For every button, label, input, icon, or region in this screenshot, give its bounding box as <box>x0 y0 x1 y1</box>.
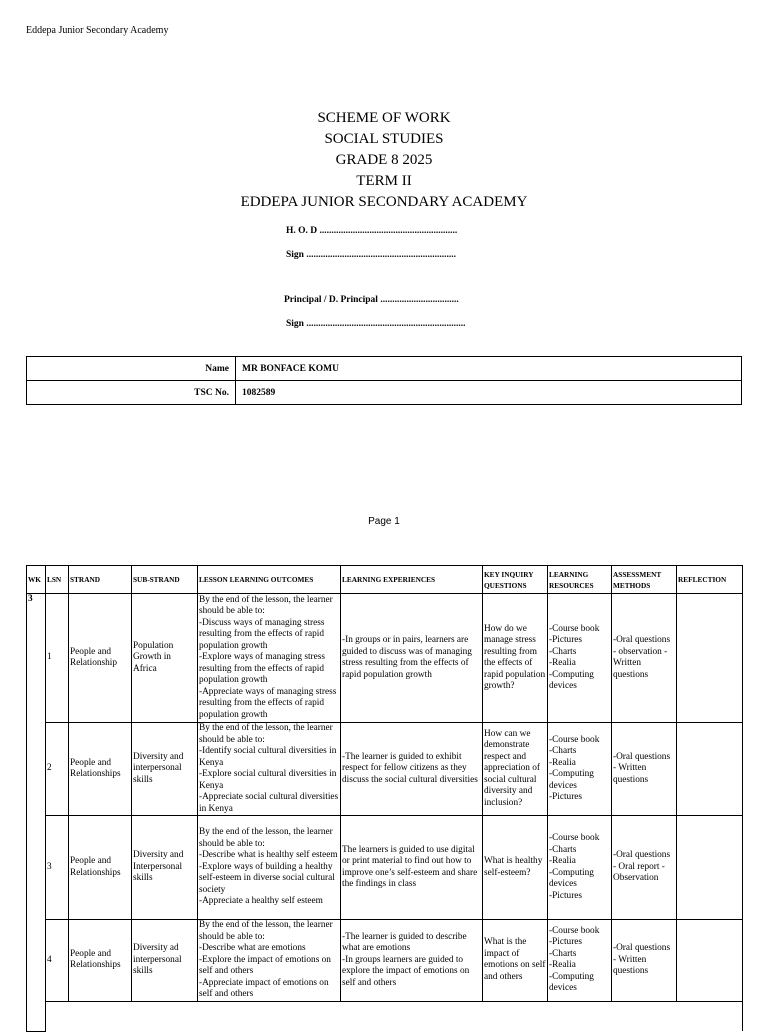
lesson-number: 3 <box>46 816 69 920</box>
week-cell: 3 <box>27 594 46 1032</box>
header-substrand: SUB-STRAND <box>132 566 198 594</box>
scheme-table <box>26 565 743 1032</box>
experiences-cell: -In groups or in pairs, learners are guided to discuss was of managing stress resulting from the effects of rapid population growth <box>341 594 483 723</box>
reflection-cell <box>677 594 743 723</box>
substrand-cell: Diversity ad interpersonal skills <box>132 920 198 1002</box>
lesson-number: 1 <box>46 594 69 723</box>
assessment-cell: -Oral questions - observation - Written questions <box>612 594 677 723</box>
reflection-cell <box>677 816 743 920</box>
tsc-label: TSC No. <box>27 381 236 405</box>
continuation-row <box>46 1001 743 1031</box>
name-label: Name <box>27 357 236 381</box>
lesson-number: 2 <box>46 723 69 816</box>
questions-cell: How do we manage stress resulting from the effects of rapid population growth? <box>483 594 548 723</box>
principal-sign-line: Sign ................................................................... <box>286 319 466 329</box>
substrand-cell: Population Growth in Africa <box>132 594 198 723</box>
header-strand: STRAND <box>69 566 132 594</box>
lesson-number: 4 <box>46 920 69 1002</box>
table-row <box>27 1001 743 1031</box>
questions-cell: How can we demonstrate respect and appreciation of social cultural diversity and inclusion? <box>483 723 548 816</box>
scheme-header-row <box>27 566 743 594</box>
strand-cell: People and Relationship <box>69 594 132 723</box>
resources-cell: -Course book -Pictures -Charts -Realia -Computing devices <box>548 594 612 723</box>
title-term: TERM II <box>356 173 412 189</box>
header-assessment: ASSESSMENT METHODS <box>612 566 677 594</box>
assessment-cell: -Oral questions - Written questions <box>612 723 677 816</box>
experiences-cell: -The learner is guided to describe what are emotions -In groups learners are guided to explore the impact of emotions on self and others <box>341 920 483 1002</box>
assessment-cell: -Oral questions - Oral report - Observation <box>612 816 677 920</box>
title-school: EDDEPA JUNIOR SECONDARY ACADEMY <box>240 194 528 210</box>
assessment-cell: -Oral questions - Written questions <box>612 920 677 1002</box>
name-row <box>27 357 742 381</box>
strand-cell: People and Relationships <box>69 723 132 816</box>
experiences-cell: -The learner is guided to exhibit respect for fellow citizens as they discuss the social cultural diversities <box>341 723 483 816</box>
header-questions: KEY INQUIRY QUESTIONS <box>483 566 548 594</box>
title-subject: SOCIAL STUDIES <box>324 131 444 147</box>
table-row <box>27 594 743 723</box>
table-row <box>27 723 743 816</box>
principal-signature-line: Principal / D. Principal ................................. <box>284 295 459 305</box>
header-reflection: REFLECTION <box>677 566 743 594</box>
strand-cell: People and Relationships <box>69 816 132 920</box>
page-number: Page 1 <box>368 516 400 527</box>
reflection-cell <box>677 723 743 816</box>
questions-cell: What is healthy self-esteem? <box>483 816 548 920</box>
experiences-cell: The learners is guided to use digital or print material to find out how to improve one’s self-esteem and share the findings in class <box>341 816 483 920</box>
strand-cell: People and Relationships <box>69 920 132 1002</box>
outcomes-cell: By the end of the lesson, the learner should be able to: -Describe what is healthy self esteem -Explore ways of building a healthy self-esteem in diverse social cultural society -Appreciate a healthy self esteem <box>198 816 341 920</box>
header-experiences: LEARNING EXPERIENCES <box>341 566 483 594</box>
title-scheme: SCHEME OF WORK <box>317 110 451 126</box>
table-row <box>27 920 743 1002</box>
header-resources: LEARNING RESOURCES <box>548 566 612 594</box>
resources-cell: -Course book -Charts -Realia -Computing devices -Pictures <box>548 816 612 920</box>
resources-cell: -Course book -Charts -Realia -Computing devices -Pictures <box>548 723 612 816</box>
school-header: Eddepa Junior Secondary Academy <box>26 25 169 36</box>
teacher-info-table <box>26 356 742 405</box>
outcomes-cell: By the end of the lesson, the learner should be able to: -Identify social cultural diversities in Kenya -Explore social cultural diversities in Kenya -Appreciate social cultural diversities in Kenya <box>198 723 341 816</box>
header-wk: WK <box>27 566 46 594</box>
reflection-cell <box>677 920 743 1002</box>
outcomes-cell: By the end of the lesson, the learner should be able to: -Discuss ways of managing stress resulting from the effects of rapid population growth -Explore ways of managing stress resulting from the effects of rapid population growth -Appreciate ways of managing stress resulting from the effects of rapid population growth <box>198 594 341 723</box>
resources-cell: -Course book -Pictures -Charts -Realia -Computing devices <box>548 920 612 1002</box>
title-grade: GRADE 8 2025 <box>335 152 433 168</box>
outcomes-cell: By the end of the lesson, the learner should be able to: -Describe what are emotions -Explore the impact of emotions on self and others -Appreciate impact of emotions on self and others <box>198 920 341 1002</box>
substrand-cell: Diversity and interpersonal skills <box>132 723 198 816</box>
tsc-value: 1082589 <box>236 381 742 405</box>
header-outcomes: LESSON LEARNING OUTCOMES <box>198 566 341 594</box>
questions-cell: What is the impact of emotions on self and others <box>483 920 548 1002</box>
substrand-cell: Diversity and Interpersonal skills <box>132 816 198 920</box>
header-lsn: LSN <box>46 566 69 594</box>
name-value: MR BONFACE KOMU <box>236 357 742 381</box>
hod-sign-line: Sign ............................................................... <box>286 250 456 260</box>
table-row <box>27 816 743 920</box>
tsc-row <box>27 381 742 405</box>
hod-signature-line: H. O. D .......................................................... <box>286 226 458 236</box>
